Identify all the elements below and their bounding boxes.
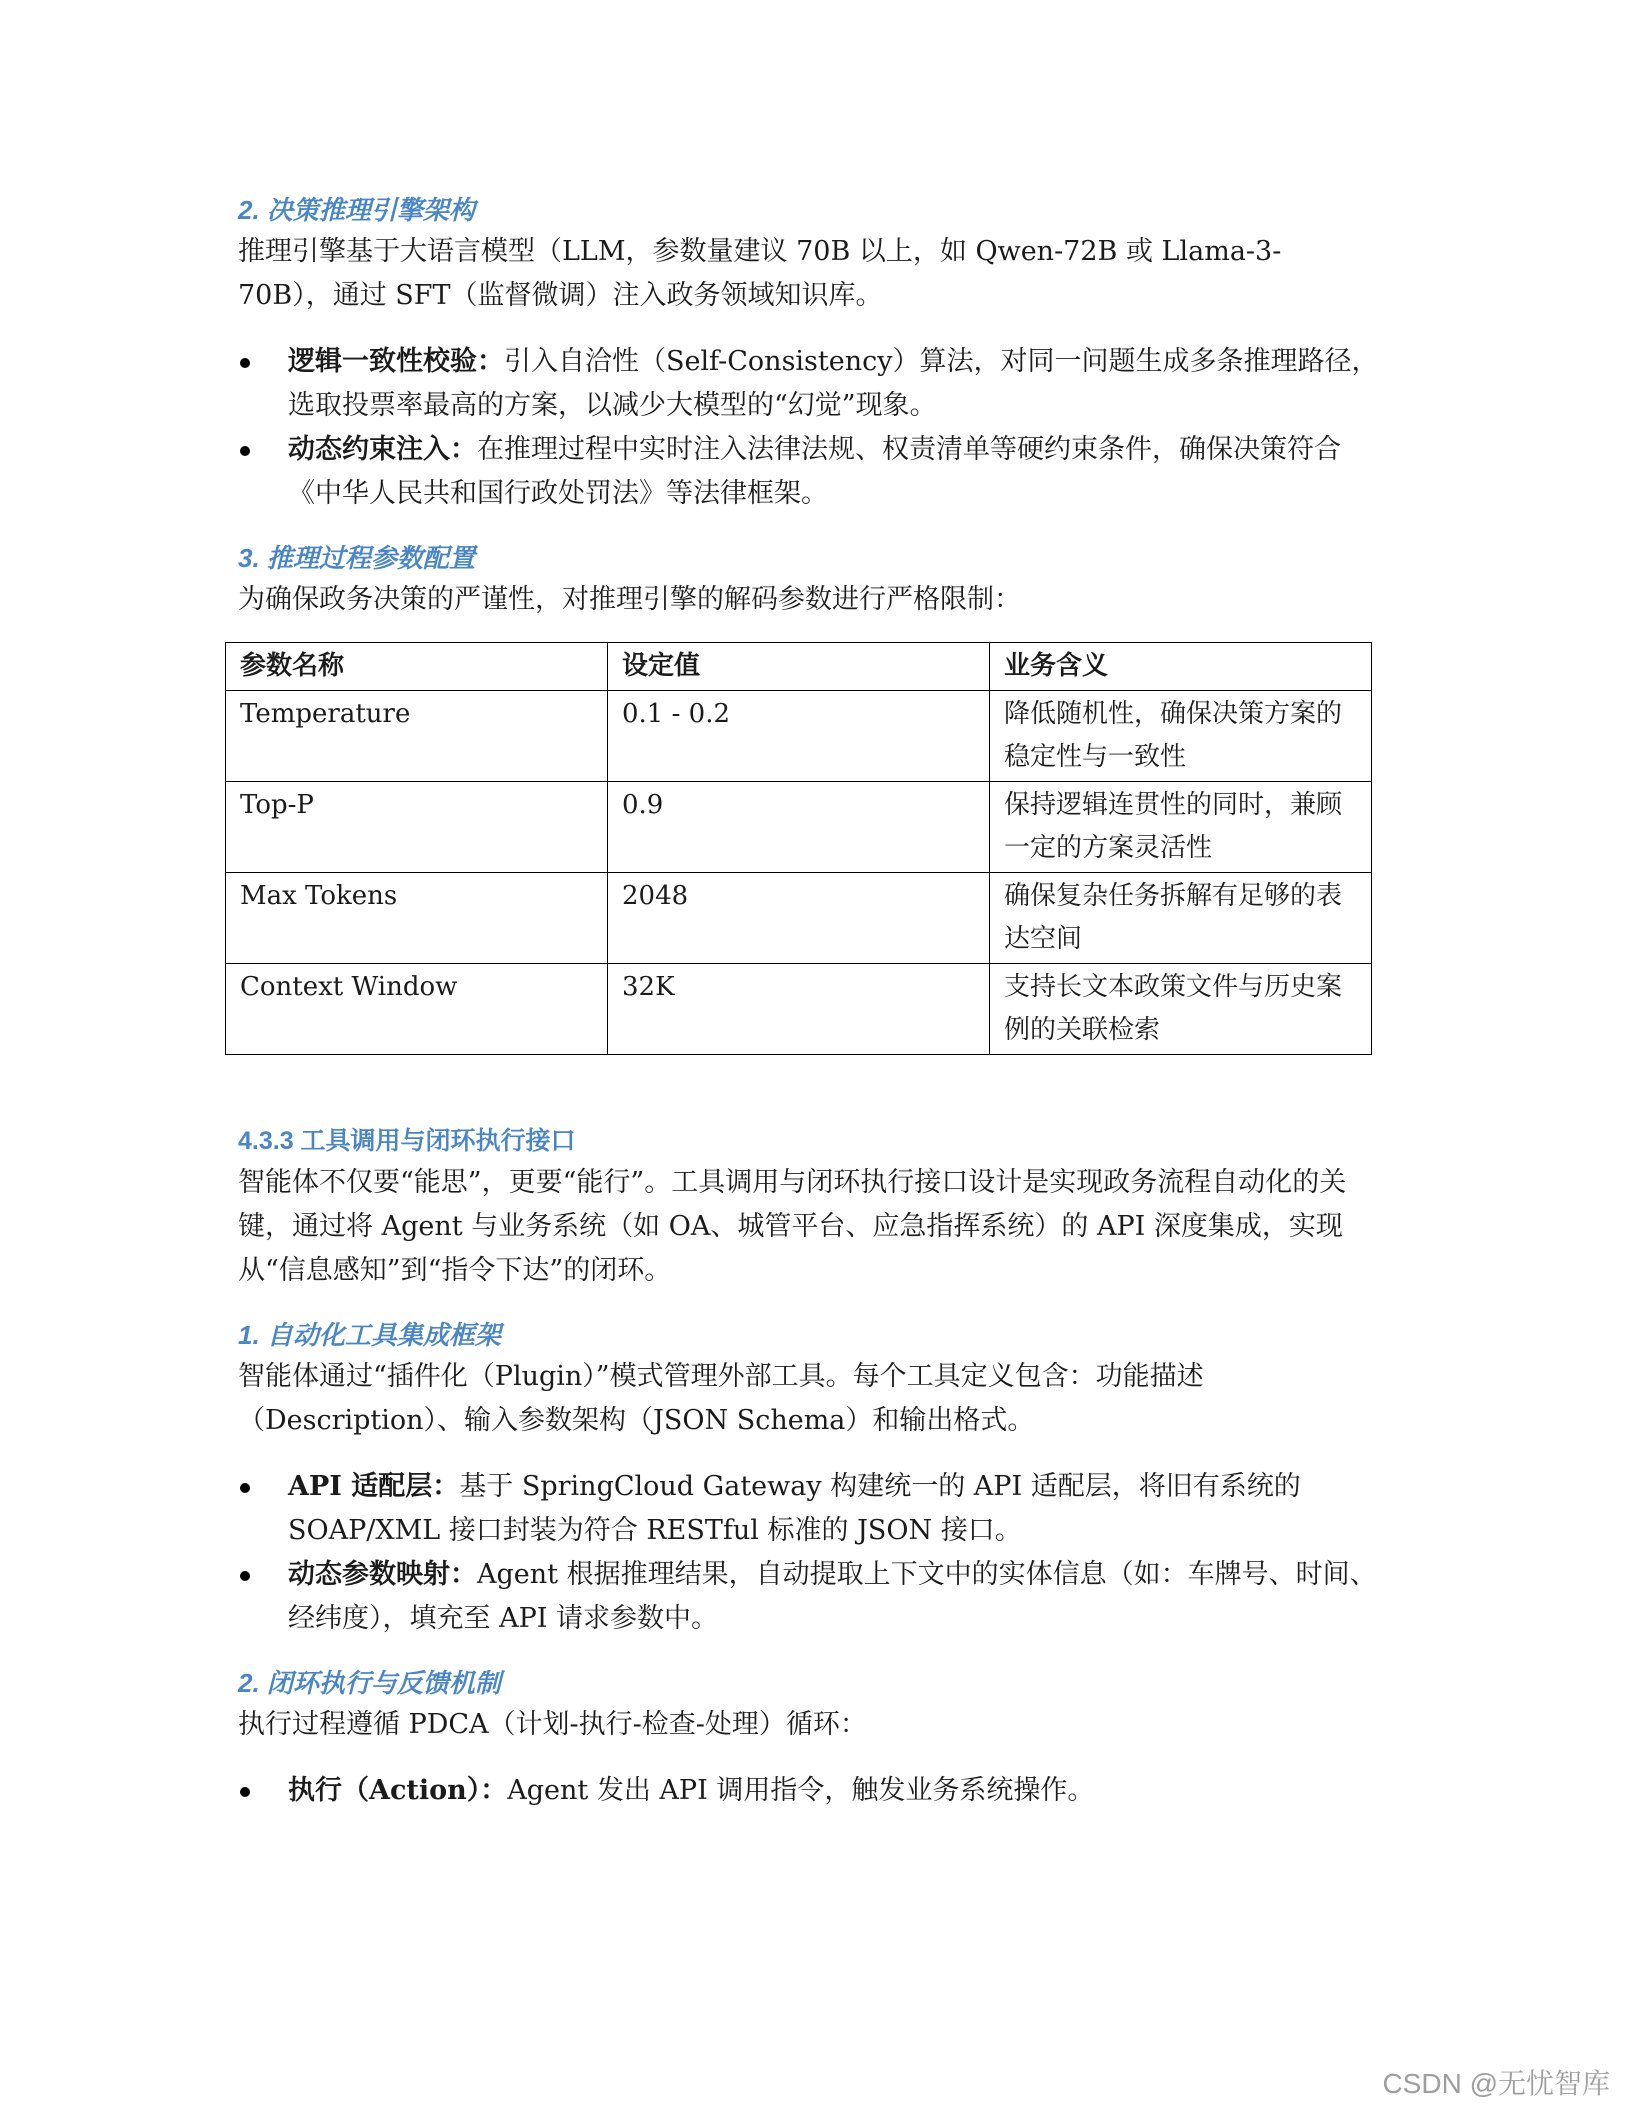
table-cell: 确保复杂任务拆解有足够的表达空间 [990,873,1372,964]
bullet-text: 基于 SpringCloud Gateway 构建统一的 API 适配层，将旧有系统的 SOAP/XML 接口封装为符合 RESTful 标准的 JSON 接口。 [288,1471,1301,1546]
bullet-label: 逻辑一致性校验： [288,346,504,377]
tool-framework-intro: 智能体通过“插件化（Plugin）”模式管理外部工具。每个工具定义包含：功能描述（Description）、输入参数架构（JSON Schema）和输出格式。 [238,1361,1204,1436]
bullet-label: API 适配层： [288,1471,460,1502]
list-item [238,340,1388,428]
bullet-icon [240,1787,250,1797]
list-item [238,1553,1388,1641]
bullet-label: 执行（Action）： [288,1775,508,1806]
table-cell: Temperature [226,691,608,782]
table-cell: 0.1 - 0.2 [608,691,990,782]
section-heading-parameters: 3. 推理过程参数配置 [238,543,475,573]
table-header-row [226,643,1372,691]
table-header-cell: 参数名称 [226,643,608,691]
closed-loop-intro: 执行过程遵循 PDCA（计划-执行-检查-处理）循环： [238,1709,867,1740]
list-item [238,1769,1388,1813]
list-item [238,1465,1388,1553]
bullet-label: 动态参数映射： [288,1559,477,1590]
table-row [226,691,1372,782]
table-row [226,873,1372,964]
bullet-label: 动态约束注入： [288,434,477,465]
table-header-cell: 设定值 [608,643,990,691]
bullet-text: 在推理过程中实时注入法律法规、权责清单等硬约束条件，确保决策符合《中华人民共和国行政处罚法》等法律框架。 [288,434,1341,509]
tool-calling-intro: 智能体不仅要“能思”，更要“能行”。工具调用与闭环执行接口设计是实现政务流程自动化的关键，通过将 Agent 与业务系统（如 OA、城管平台、应急指挥系统）的 API 深度集成，实现从“信息感知”到“指令下达”的闭环。 [238,1167,1347,1286]
bullet-icon [240,1483,250,1493]
table-header-cell: 业务含义 [990,643,1372,691]
parameters-intro: 为确保政务决策的严谨性，对推理引擎的解码参数进行严格限制： [238,584,1021,615]
section-heading-closed-loop: 2. 闭环执行与反馈机制 [238,1668,501,1698]
table-cell: 0.9 [608,782,990,873]
table-row [226,782,1372,873]
section-heading-decision-engine: 2. 决策推理引擎架构 [238,195,475,225]
bullet-icon [240,358,250,368]
section-heading-tool-framework: 1. 自动化工具集成框架 [238,1320,501,1350]
table-cell: 保持逻辑连贯性的同时，兼顾一定的方案灵活性 [990,782,1372,873]
decision-engine-bullets [238,340,1388,516]
decision-engine-intro: 推理引擎基于大语言模型（LLM，参数量建议 70B 以上，如 Qwen-72B 或 Llama-3-70B），通过 SFT（监督微调）注入政务领域知识库。 [238,236,1282,311]
bullet-text: Agent 发出 API 调用指令，触发业务系统操作。 [507,1775,1095,1806]
watermark: CSDN @无忧智库 [1382,2068,1610,2099]
tool-framework-bullets [238,1465,1388,1641]
table-cell: 支持长文本政策文件与历史案例的关联检索 [990,964,1372,1055]
table-cell: Max Tokens [226,873,608,964]
closed-loop-bullets [238,1769,1388,1813]
bullet-icon [240,446,250,456]
table-cell: 2048 [608,873,990,964]
bullet-text: Agent 根据推理结果，自动提取上下文中的实体信息（如：车牌号、时间、经纬度），填充至 API 请求参数中。 [288,1559,1377,1634]
section-heading-tool-calling: 4.3.3 工具调用与闭环执行接口 [238,1127,576,1155]
table-cell: Top-P [226,782,608,873]
table-cell: Context Window [226,964,608,1055]
bullet-text: 引入自洽性（Self-Consistency）算法，对同一问题生成多条推理路径，选取投票率最高的方案，以减少大模型的“幻觉”现象。 [288,346,1379,421]
parameter-table [225,642,1372,1055]
table-row [226,964,1372,1055]
list-item [238,428,1388,516]
table-cell: 32K [608,964,990,1055]
page-content [238,190,1388,1813]
bullet-icon [240,1571,250,1581]
table-cell: 降低随机性，确保决策方案的稳定性与一致性 [990,691,1372,782]
